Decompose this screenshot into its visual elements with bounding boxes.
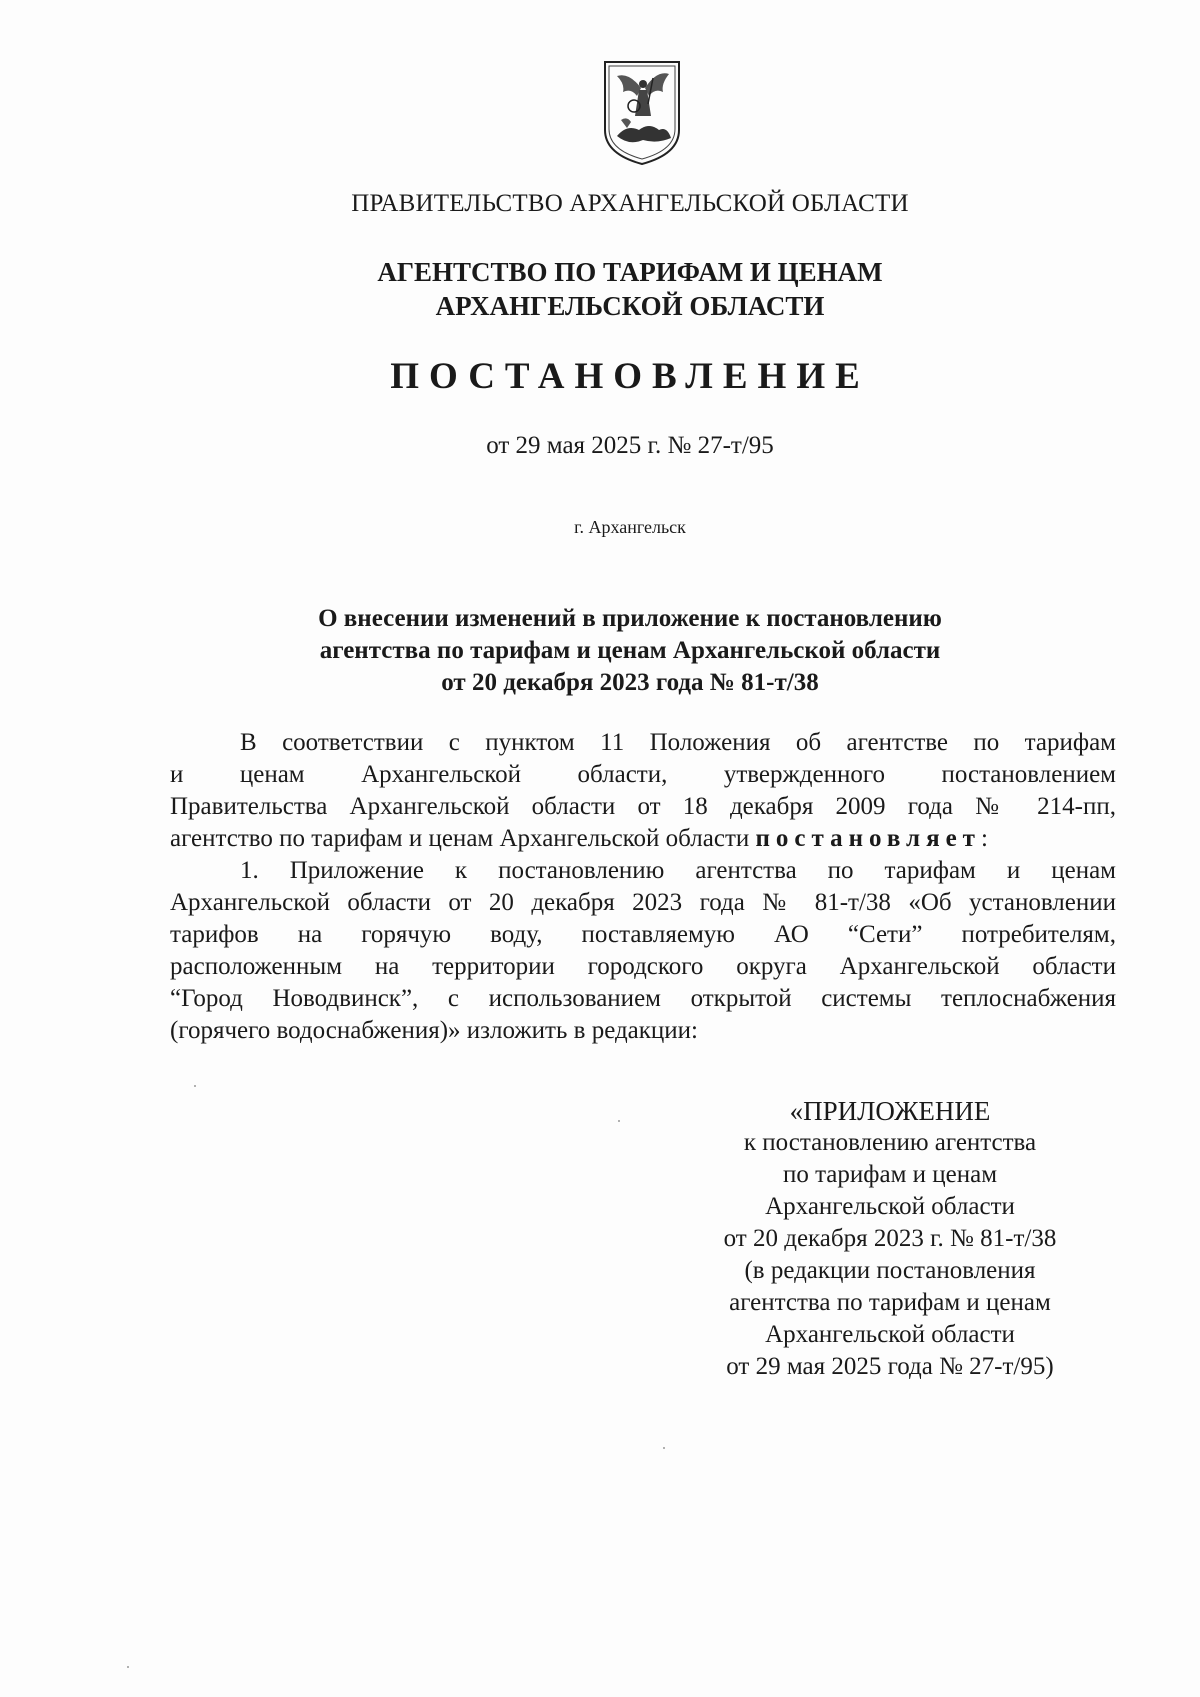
item-1-line: расположенным на территории городского округа Архангельской области (170, 953, 1116, 980)
item-1-line: Архангельской области от 20 декабря 2023 года № 81-т/38 «Об установлении (170, 889, 1116, 916)
preamble-line-end: : (980, 825, 988, 852)
preamble-line-start: агентство по тарифам и ценам Архангельской области (170, 825, 756, 852)
preamble-line (170, 823, 1116, 855)
preamble-line: Правительства Архангельской области от 18 декабря 2009 года № 214-пп, (170, 793, 1116, 820)
preamble-line: В соответствии с пунктом 11 Положения об агентстве по тарифам (240, 729, 1116, 756)
document-type: ПОСТАНОВЛЕНИЕ (390, 356, 870, 397)
appendix-line: к постановлению агентства (743, 1129, 1037, 1156)
agency-name (0, 255, 1200, 323)
government-name: ПРАВИТЕЛЬСТВО АРХАНГЕЛЬСКОЙ ОБЛАСТИ (351, 190, 909, 217)
item-1-paragraph (170, 855, 1116, 1047)
item-1-line: (горячего водоснабжения)» изложить в редакции: (170, 1017, 699, 1044)
appendix-line: от 20 декабря 2023 г. № 81-т/38 (723, 1225, 1057, 1252)
appendix-line: по тарифам и ценам (782, 1161, 998, 1188)
item-1-line: тарифов на горячую воду, поставляемую АО “Сети” потребителям, (170, 921, 1116, 948)
item-1-line: “Город Новодвинск”, с использованием открытой системы теплоснабжения (170, 985, 1116, 1012)
title-line-1: О внесении изменений в приложение к постановлению (318, 605, 942, 632)
agency-name-line-2: АРХАНГЕЛЬСКОЙ ОБЛАСТИ (435, 291, 825, 321)
title-line-2: агентства по тарифам и ценам Архангельской области (319, 637, 941, 664)
document-title (0, 603, 1200, 699)
coat-of-arms-icon (601, 58, 683, 166)
appendix-line: Архангельской области (765, 1193, 1015, 1220)
decree-verb: постановляет (755, 825, 981, 852)
document-city: г. Архангельск (574, 517, 686, 537)
scan-speck (663, 1447, 665, 1449)
agency-name-line-1: АГЕНТСТВО ПО ТАРИФАМ И ЦЕНАМ (377, 257, 883, 287)
appendix-line: Архангельской области (765, 1321, 1015, 1348)
title-line-3: от 20 декабря 2023 года № 81-т/38 (441, 669, 819, 696)
document-date-number: от 29 мая 2025 г. № 27-т/95 (486, 432, 774, 459)
preamble-line: и ценам Архангельской области, утвержденного постановлением (170, 761, 1116, 788)
appendix-line: агентства по тарифам и ценам (729, 1289, 1051, 1316)
appendix-line: «ПРИЛОЖЕНИЕ (789, 1096, 991, 1126)
appendix-line: (в редакции постановления (744, 1257, 1036, 1284)
appendix-line: от 29 мая 2025 года № 27-т/95) (726, 1353, 1054, 1380)
item-1-line: 1. Приложение к постановлению агентства по тарифам и ценам (240, 857, 1116, 884)
scan-speck (194, 1085, 196, 1087)
scan-speck (127, 1666, 129, 1668)
preamble-paragraph (170, 727, 1116, 855)
scan-speck (618, 1120, 620, 1122)
appendix-header (690, 1095, 1090, 1383)
